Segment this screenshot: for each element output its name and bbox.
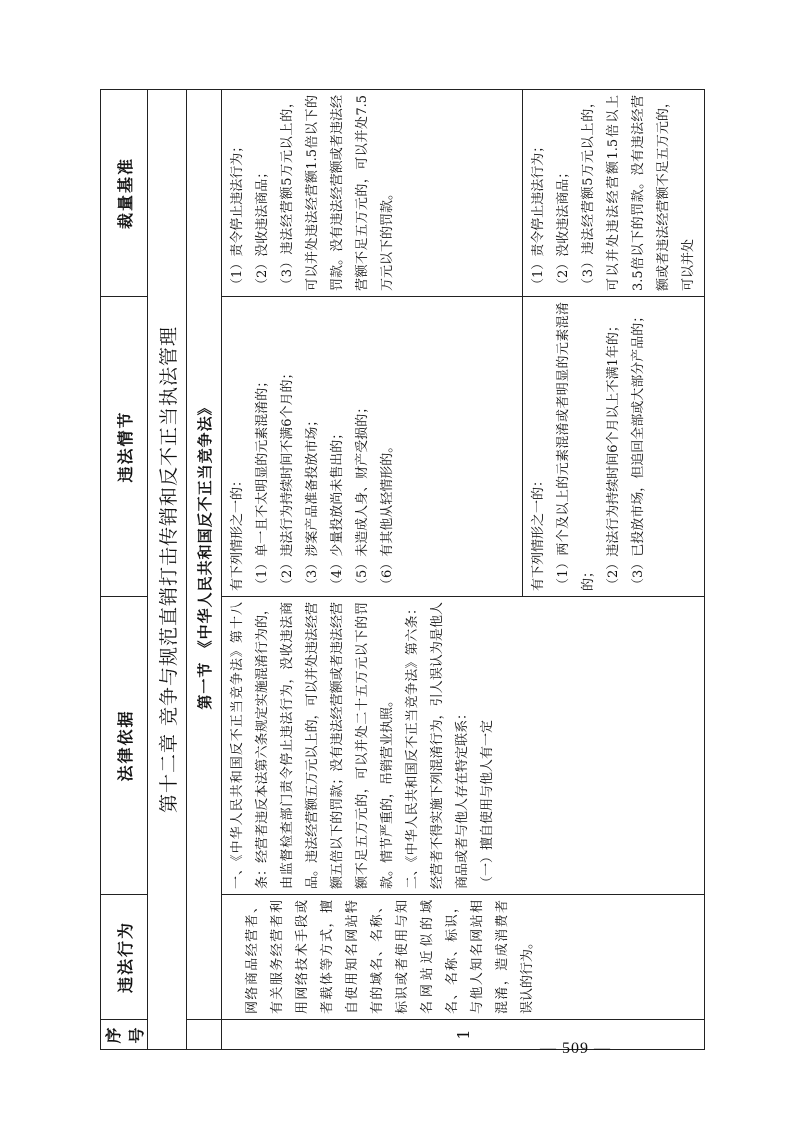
- circumstance-line: （1）两个及以上的元素混淆或者明显的元素混淆的；: [556, 302, 596, 591]
- header-row: [101, 90, 148, 1050]
- header-behavior: 违法行为: [101, 895, 148, 1020]
- enforcement-table: [100, 89, 705, 1050]
- circumstance-line: （2）违法行为持续时间6个月以上不满1年的；: [606, 319, 621, 591]
- standard-line: （1）责令停止违法行为；: [230, 139, 245, 291]
- row-behavior-cell: [222, 895, 705, 1020]
- section-spacer: [187, 1020, 222, 1050]
- circumstance-line: （5）未造成人身、财产受损的；: [355, 400, 370, 591]
- standard-line: （3）违法经营额5万元以上的，可以并处违法经营额1.5倍以下的罚款。没有违法经营额或者违法经营额不足五万元的，可以并处7.5万元以下的罚款。: [280, 95, 395, 291]
- page-number: — 509 —: [540, 1040, 611, 1057]
- circumstance-line: 有下列情形之一的：: [230, 473, 245, 591]
- standard-group-1: [222, 90, 522, 296]
- table-row: [222, 90, 705, 1050]
- circumstance-group-1: [222, 297, 522, 596]
- circumstance-line: （3）已投放市场，但追回全部或大部分产品的；: [631, 309, 646, 591]
- circumstance-line: （4）少量投放尚未售出的；: [330, 426, 345, 591]
- standard-line: （1）责令停止违法行为；: [531, 139, 546, 291]
- circumstance-line: 有下列情形之一的：: [531, 473, 546, 591]
- circumstance-group-2: [522, 297, 654, 596]
- header-standards: 裁量基准: [101, 90, 148, 297]
- legal-basis-text: [222, 597, 503, 894]
- chapter-row: [148, 90, 187, 1050]
- legal-basis-para: 一、《中华人民共和国反不正当竞争法》第十八条：经营者违反本法第六条规定实施混淆行为的，由监督检查部门责令停止违法行为，没收违法商品。违法经营额五万元以上的，可以并处违法经营额五倍以下的罚款；没有违法经营额或者违法经营额不足五万元的，可以并处二十五万元以下的罚款。情节严重的，吊销营业执照。: [230, 602, 395, 889]
- row-legal-basis-cell: [222, 597, 705, 895]
- row-standards-cell: [222, 90, 705, 297]
- row-circumstances-cell: [222, 297, 705, 597]
- section-row: [187, 90, 222, 1050]
- standard-group-2: [522, 90, 704, 296]
- legal-basis-para: （一）擅自使用与他人有一定: [480, 719, 495, 889]
- standard-line: （2）没收违法商品；: [255, 165, 270, 291]
- section-title: 第一节 《中华人民共和国反不正当竞争法》: [187, 90, 222, 1020]
- chapter-title: 第十二章 竞争与规范直销打击传销和反不正当执法管理: [148, 90, 187, 1050]
- circumstance-line: （2）违法行为持续时间不满6个月的；: [280, 366, 295, 591]
- circumstance-line: （1）单一且不太明显的元素混淆的；: [255, 374, 270, 591]
- row-behavior: 网络商品经营者、有关服务经营者利用网络技术手段或者载体等方式，擅自使用知名网站特有的域名、名称、标识或者使用与知名网站近似的域名、名称、标识，与他人知名网站相混淆，造成消费者误认的行为。: [245, 900, 535, 1014]
- header-circumstances: 违法情节: [101, 297, 148, 597]
- standard-line: （3）违法经营额5万元以上的，可以并处违法经营额1.5倍以上3.5倍以下的罚款。没有违法经营额或者违法经营额不足五万元的，可以并处: [581, 95, 696, 291]
- row-seq: 1: [222, 1020, 705, 1050]
- legal-basis-para: 二、《中华人民共和国反不正当竞争法》第六条：经营者不得实施下列混淆行为，引人误认为是他人商品或者与他人存在特定联系：: [405, 602, 470, 889]
- header-seq: 序号: [101, 1020, 148, 1050]
- circumstance-line: （6）有其他从轻情形的。: [380, 439, 395, 591]
- circumstance-line: （3）涉案产品准备投放市场；: [305, 413, 320, 591]
- rotated-table-sheet: [100, 90, 705, 1050]
- header-legal-basis: 法律依据: [101, 597, 148, 895]
- standard-line: （2）没收违法商品；: [556, 165, 571, 291]
